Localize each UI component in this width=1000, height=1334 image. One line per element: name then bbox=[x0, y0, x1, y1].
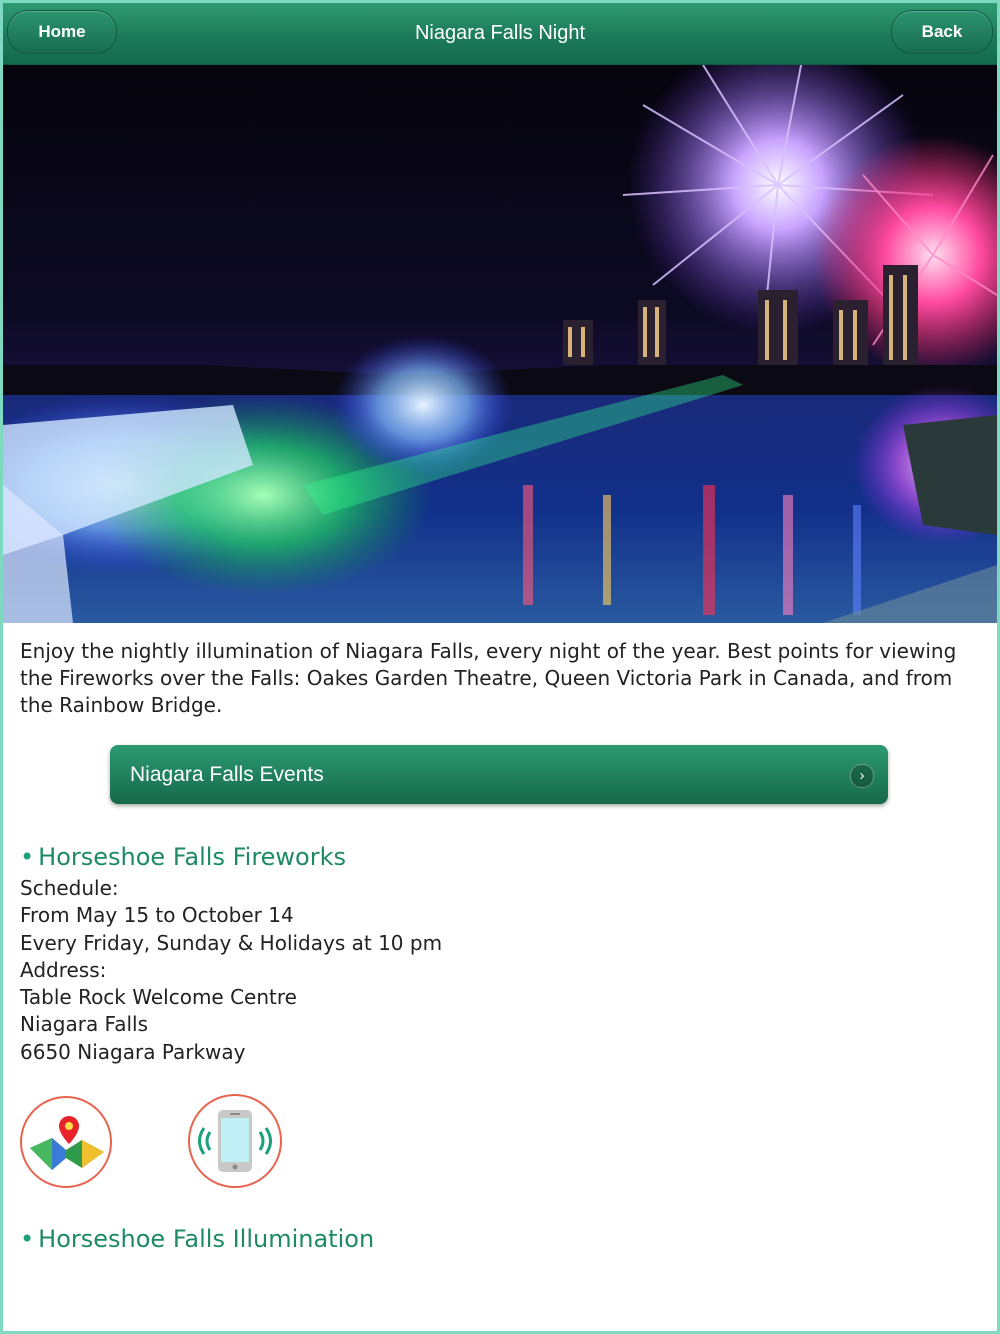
detail-line: Every Friday, Sunday & Holidays at 10 pm bbox=[20, 930, 443, 955]
phone-call-button[interactable] bbox=[188, 1094, 282, 1188]
detail-line: Address: bbox=[20, 957, 107, 982]
home-button[interactable]: Home bbox=[7, 10, 117, 54]
back-button[interactable]: Back bbox=[891, 10, 993, 54]
detail-line: Niagara Falls bbox=[20, 1012, 149, 1037]
map-pin-icon bbox=[22, 1098, 110, 1186]
detail-line: 6650 Niagara Parkway bbox=[20, 1039, 246, 1064]
detail-line: Schedule: bbox=[20, 876, 119, 900]
bullet-icon: • bbox=[20, 843, 35, 871]
events-button-label: Niagara Falls Events bbox=[130, 763, 324, 786]
detail-line: From May 15 to October 14 bbox=[20, 903, 294, 928]
section-title-text: Horseshoe Falls Illumination bbox=[38, 1225, 375, 1253]
fireworks-details bbox=[20, 875, 720, 1066]
bullet-icon: • bbox=[20, 1225, 35, 1253]
detail-line: Table Rock Welcome Centre bbox=[20, 985, 297, 1010]
map-button[interactable] bbox=[20, 1096, 112, 1188]
hero-image bbox=[3, 65, 997, 623]
section-title-horseshoe-falls-illumination bbox=[20, 1225, 374, 1253]
phone-call-icon bbox=[190, 1096, 280, 1186]
intro-text: Enjoy the nightly illumination of Niagara Falls, every night of the year. Best points for viewing the Fireworks over the Falls: Oakes Garden Theatre, Queen Victoria Park in Canada, and from the Rainbow Bridge. bbox=[20, 639, 957, 717]
niagara-falls-events-button[interactable] bbox=[110, 745, 888, 804]
page-title: Niagara Falls Night bbox=[414, 22, 586, 44]
top-navbar bbox=[3, 3, 997, 65]
section-title-text: Horseshoe Falls Fireworks bbox=[38, 843, 347, 871]
section-title-horseshoe-falls-fireworks bbox=[20, 843, 346, 871]
chevron-right-icon: › bbox=[850, 764, 874, 788]
